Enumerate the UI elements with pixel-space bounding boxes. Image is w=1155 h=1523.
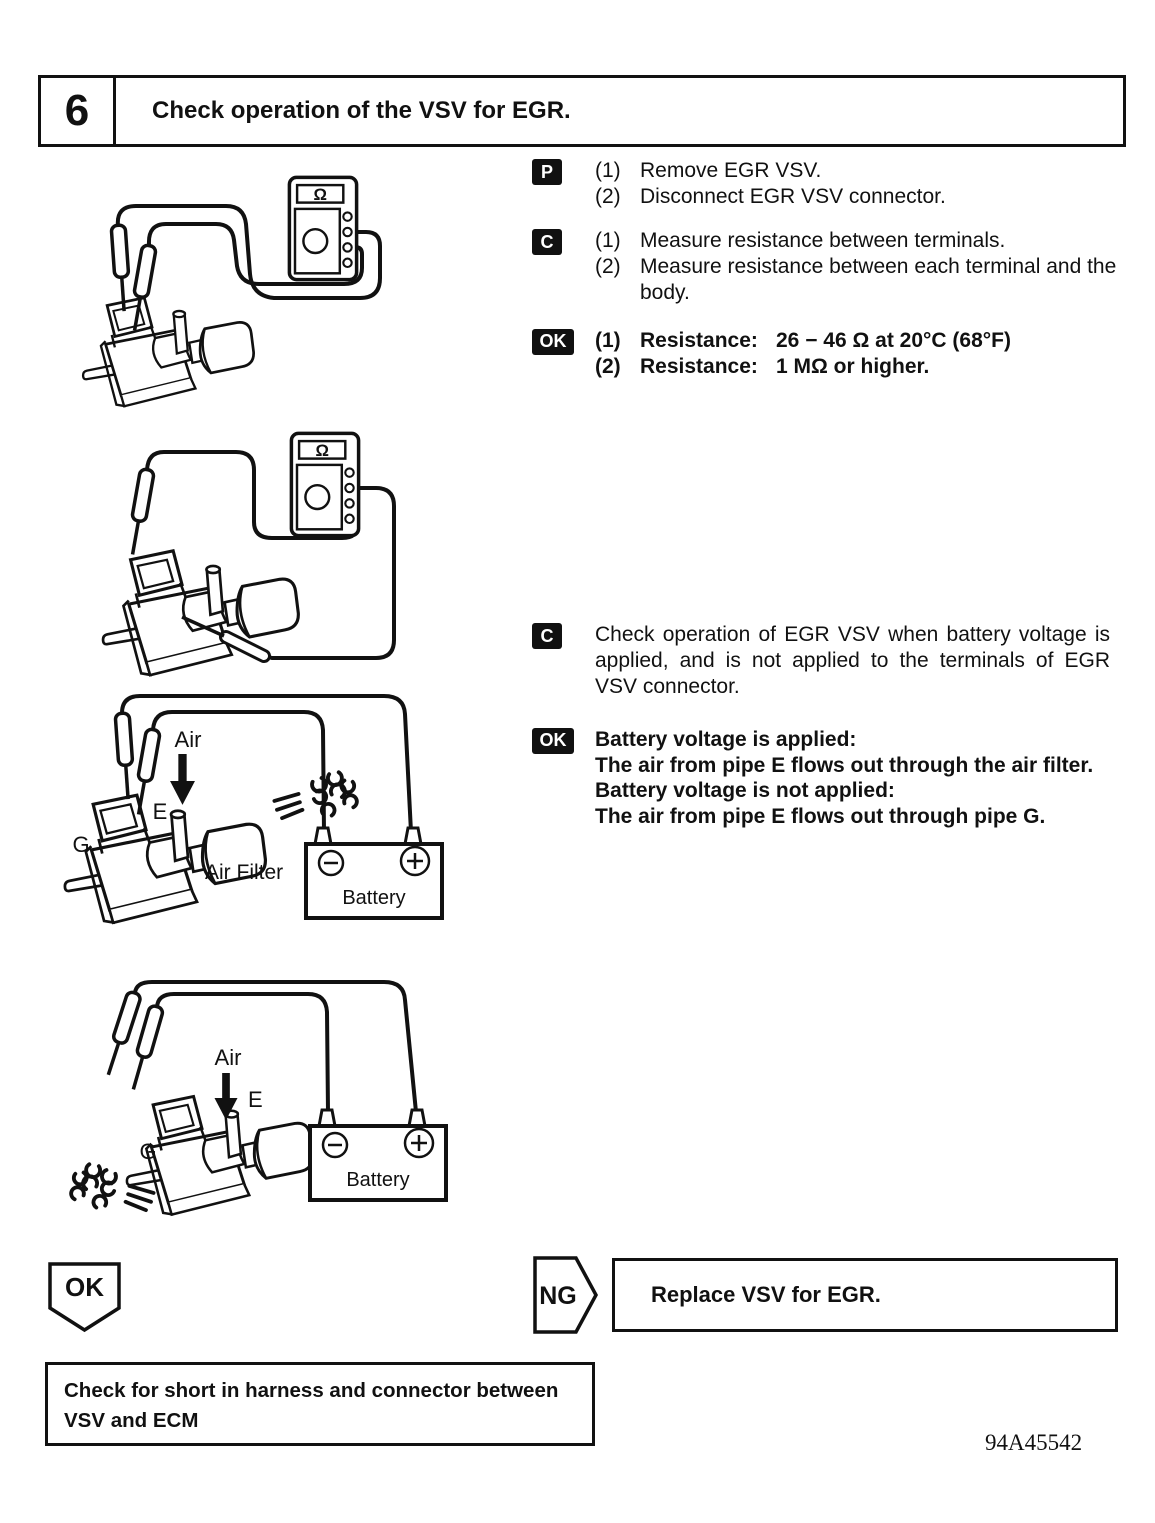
item-number: (2) <box>595 185 621 208</box>
procedure-check1 <box>532 228 1132 306</box>
item-text: Measure resistance between each terminal and the body. <box>640 255 1117 304</box>
test-probe-disconnected <box>102 991 142 1077</box>
pipe-g-label: G <box>139 1139 157 1164</box>
item-label: Resistance: <box>640 354 758 378</box>
diagram-resistance-between-terminals <box>60 150 480 420</box>
check-description: Check operation of EGR VSV when battery voltage is applied, and is not applied to the terminals of EGR VSV connector. <box>595 623 1110 698</box>
item-text: Measure resistance between terminals. <box>640 229 1006 252</box>
procedure-prep <box>532 158 1132 210</box>
air-puff-from-pipe-g <box>71 1164 153 1210</box>
air-label: Air <box>214 1045 242 1070</box>
page-title: Check operation of the VSV for EGR. <box>152 97 571 124</box>
list-item <box>595 158 1132 184</box>
air-arrow <box>170 754 195 805</box>
result-line: The air from pipe E flows out through the air filter. <box>595 753 1094 777</box>
battery <box>306 828 442 918</box>
check-badge: C <box>532 229 562 255</box>
ohmmeter <box>291 433 358 535</box>
battery <box>310 1110 446 1200</box>
air-puff-from-filter <box>274 772 356 818</box>
flow-ng-connector <box>533 1256 599 1334</box>
flow-ok-connector <box>48 1262 122 1334</box>
document-number: 94A45542 <box>985 1430 1083 1455</box>
item-number: (2) <box>595 354 621 378</box>
result-line: The air from pipe E flows out through pipe G. <box>595 804 1046 828</box>
list-item <box>595 354 1132 380</box>
diagram-battery-not-applied <box>48 980 478 1250</box>
procedure-check2 <box>532 622 1132 700</box>
item-value: 1 MΩ or higher. <box>776 354 930 378</box>
ng-action-text: Replace VSV for EGR. <box>651 1282 881 1307</box>
item-text: Remove EGR VSV. <box>640 159 822 182</box>
ng-action-box <box>612 1258 1118 1332</box>
ohmmeter <box>289 177 356 279</box>
prep-badge: P <box>532 159 562 185</box>
diagram-resistance-terminal-to-body <box>60 420 480 705</box>
egr-vsv <box>83 298 254 407</box>
item-number: (1) <box>595 159 621 182</box>
step-number: 6 <box>41 78 116 144</box>
pipe-e-label: E <box>248 1087 263 1112</box>
list-item <box>595 328 1132 354</box>
step-header <box>38 75 1126 147</box>
test-probe <box>111 225 131 312</box>
pipe-g-label: G <box>72 832 90 857</box>
list-item <box>595 228 1132 254</box>
procedure-result1 <box>532 328 1132 379</box>
ok-next-step-box <box>45 1362 595 1446</box>
result-line: Battery voltage is applied: <box>595 728 857 751</box>
item-label: Resistance: <box>640 329 758 352</box>
battery-leads <box>135 982 416 1112</box>
pipe-e-label: E <box>152 799 168 824</box>
air-label: Air <box>174 727 202 752</box>
ng-connector-label: NG <box>539 1282 577 1310</box>
ok-badge: OK <box>532 728 574 754</box>
ok-next-step-text: Check for short in harness and connector between VSV and ECM <box>64 1379 559 1432</box>
ok-connector-label: OK <box>65 1272 104 1302</box>
check-badge: C <box>532 623 562 649</box>
result-line: Battery voltage is not applied: <box>595 779 895 802</box>
ok-badge: OK <box>532 329 574 355</box>
item-text: Disconnect EGR VSV connector. <box>640 185 946 208</box>
diagram-battery-applied <box>48 690 478 960</box>
list-item <box>595 254 1132 306</box>
procedure-result2 <box>532 727 1132 829</box>
list-item <box>595 184 1132 210</box>
test-probe <box>126 468 155 555</box>
test-probe <box>115 713 135 800</box>
item-number: (1) <box>595 229 621 252</box>
air-filter-label: Air Filter <box>205 861 284 884</box>
item-value: 26 − 46 Ω at 20°C (68°F) <box>776 329 1011 352</box>
item-number: (1) <box>595 329 621 352</box>
item-number: (2) <box>595 255 621 278</box>
